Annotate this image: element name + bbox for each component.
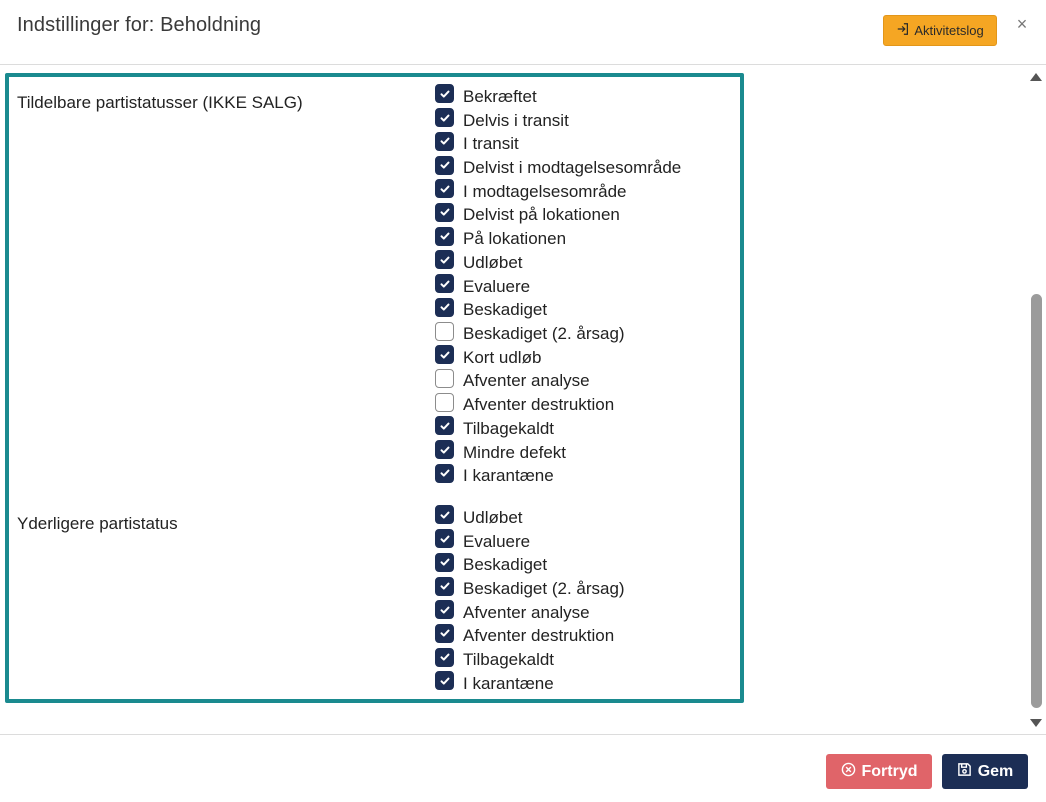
dialog-footer [0, 734, 1046, 802]
checkmark-icon [439, 444, 451, 456]
checkbox-checked[interactable] [435, 132, 454, 151]
status-option[interactable] [435, 227, 681, 251]
checkmark-icon [439, 349, 451, 361]
checkbox-checked[interactable] [435, 274, 454, 293]
status-option[interactable] [435, 465, 681, 489]
status-option-label: Afventer analyse [463, 371, 590, 391]
status-option[interactable] [435, 156, 681, 180]
checkmark-icon [439, 604, 451, 616]
status-option[interactable] [435, 417, 681, 441]
status-option-label: Beskadiget [463, 555, 548, 575]
checkbox-checked[interactable] [435, 250, 454, 269]
close-icon[interactable]: × [1016, 14, 1028, 34]
status-option-label: I karantæne [463, 673, 554, 693]
status-option-label: Evaluere [463, 276, 531, 296]
status-option[interactable] [435, 180, 681, 204]
status-option[interactable] [435, 625, 625, 649]
status-option-label: Afventer destruktion [463, 626, 615, 646]
checkmark-icon [439, 556, 451, 568]
checkbox-checked[interactable] [435, 624, 454, 643]
cancel-button[interactable] [826, 754, 932, 789]
checkbox-checked[interactable] [435, 648, 454, 667]
status-option-label: Tilbagekaldt [463, 418, 555, 438]
checkbox-checked[interactable] [435, 529, 454, 548]
status-option[interactable] [435, 648, 625, 672]
section-label-additional-status: Yderligere partistatus [17, 514, 178, 533]
checkbox-checked[interactable] [435, 600, 454, 619]
status-option-label: Afventer analyse [463, 602, 590, 622]
status-option[interactable] [435, 553, 625, 577]
checkmark-icon [439, 183, 451, 195]
checkmark-icon [439, 135, 451, 147]
status-option[interactable] [435, 251, 681, 275]
status-option-label: Delvis i transit [463, 110, 569, 130]
status-option[interactable] [435, 132, 681, 156]
checkbox-checked[interactable] [435, 84, 454, 103]
status-option-label: Afventer destruktion [463, 395, 615, 415]
checkbox-checked[interactable] [435, 345, 454, 364]
checkmark-icon [439, 651, 451, 663]
checkbox-checked[interactable] [435, 464, 454, 483]
checkmark-icon [439, 88, 451, 100]
checkmark-icon [439, 627, 451, 639]
checkmark-icon [439, 420, 451, 432]
status-option-label: Beskadiget (2. årsag) [463, 579, 625, 599]
dialog-body [0, 66, 1046, 734]
activity-log-label: Aktivitetslog [914, 23, 984, 38]
checkbox-unchecked[interactable] [435, 322, 454, 341]
status-option[interactable] [435, 346, 681, 370]
checkmark-icon [439, 301, 451, 313]
status-option-label: Delvist på lokationen [463, 205, 620, 225]
status-option[interactable] [435, 85, 681, 109]
status-option-label: Beskadiget (2. årsag) [463, 324, 625, 344]
dialog-title: Indstillinger for: Beholdning [17, 14, 262, 36]
status-option[interactable] [435, 530, 625, 554]
status-option-label: På lokationen [463, 229, 567, 249]
status-option-label: Delvist i modtagelsesområde [463, 158, 682, 178]
checkbox-checked[interactable] [435, 203, 454, 222]
circle-x-icon [841, 762, 856, 782]
status-option[interactable] [435, 298, 681, 322]
status-option[interactable] [435, 370, 681, 394]
checkbox-unchecked[interactable] [435, 369, 454, 388]
checkbox-checked[interactable] [435, 440, 454, 459]
status-option-label: Tilbagekaldt [463, 650, 555, 670]
sign-in-icon [896, 22, 910, 39]
checkbox-checked[interactable] [435, 156, 454, 175]
status-option[interactable] [435, 577, 625, 601]
checkmark-icon [439, 509, 451, 521]
checkbox-checked[interactable] [435, 298, 454, 317]
status-option[interactable] [435, 601, 625, 625]
checkbox-checked[interactable] [435, 108, 454, 127]
floppy-disk-icon [957, 762, 972, 782]
status-option-label: Udløbet [463, 507, 523, 527]
checkmark-icon [439, 278, 451, 290]
status-option[interactable] [435, 393, 681, 417]
status-option-label: I karantæne [463, 466, 554, 486]
status-option-label: I transit [463, 134, 519, 154]
status-option[interactable] [435, 275, 681, 299]
status-option[interactable] [435, 441, 681, 465]
save-label: Gem [977, 762, 1014, 780]
checkbox-checked[interactable] [435, 671, 454, 690]
checkbox-checked[interactable] [435, 227, 454, 246]
checkmark-icon [439, 533, 451, 545]
checkmark-icon [439, 159, 451, 171]
checkmark-icon [439, 206, 451, 218]
status-option-label: Udløbet [463, 252, 523, 272]
status-option[interactable] [435, 506, 625, 530]
checkbox-unchecked[interactable] [435, 393, 454, 412]
status-option-label: I modtagelsesområde [463, 181, 627, 201]
checkbox-checked[interactable] [435, 179, 454, 198]
checkmark-icon [439, 580, 451, 592]
scroll-down-arrow[interactable] [1030, 719, 1042, 727]
scrollbar-thumb[interactable] [1031, 294, 1042, 708]
status-option-label: Evaluere [463, 531, 531, 551]
checkbox-checked[interactable] [435, 416, 454, 435]
assignable-statuses-list [435, 85, 681, 488]
checkbox-checked[interactable] [435, 505, 454, 524]
status-option-label: Kort udløb [463, 347, 542, 367]
dialog-header [0, 0, 1046, 65]
status-option-label: Beskadiget [463, 300, 548, 320]
status-option[interactable] [435, 204, 681, 228]
status-option-label: Mindre defekt [463, 442, 566, 462]
checkmark-icon [439, 112, 451, 124]
checkmark-icon [439, 675, 451, 687]
checkbox-checked[interactable] [435, 553, 454, 572]
section-label-assignable-statuses: Tildelbare partistatusser (IKKE SALG) [17, 93, 303, 112]
checkmark-icon [439, 467, 451, 479]
cancel-label: Fortryd [861, 762, 918, 780]
status-option[interactable] [435, 322, 681, 346]
checkbox-checked[interactable] [435, 577, 454, 596]
checkmark-icon [439, 230, 451, 242]
activity-log-button[interactable] [883, 15, 997, 46]
status-option[interactable] [435, 109, 681, 133]
scroll-up-arrow[interactable] [1030, 73, 1042, 81]
additional-status-list [435, 506, 625, 696]
save-button[interactable] [942, 754, 1028, 789]
status-option-label: Bekræftet [463, 86, 537, 106]
status-option[interactable] [435, 672, 625, 696]
checkmark-icon [439, 254, 451, 266]
